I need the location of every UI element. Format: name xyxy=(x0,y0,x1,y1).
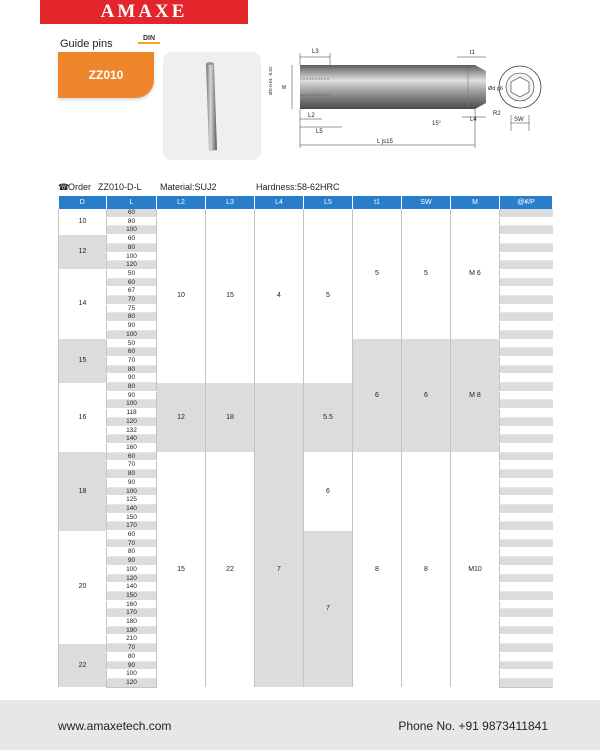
cell-price xyxy=(500,618,553,627)
cell-price xyxy=(500,652,553,661)
cell-price xyxy=(500,278,553,287)
cell-l: 120 xyxy=(107,574,157,583)
cell-l: 90 xyxy=(107,322,157,331)
cell-price xyxy=(500,600,553,609)
cell-l: 80 xyxy=(107,217,157,226)
cell-l3: 15 xyxy=(206,209,255,383)
cell-l: 120 xyxy=(107,261,157,270)
cell-price xyxy=(500,539,553,548)
cell-price xyxy=(500,496,553,505)
cell-l: 60 xyxy=(107,235,157,244)
cell-l: 170 xyxy=(107,609,157,618)
cell-price xyxy=(500,452,553,461)
cell-l5: 5.5 xyxy=(304,383,353,453)
dim-label-m: M xyxy=(282,85,287,91)
cell-l: 190 xyxy=(107,626,157,635)
cell-m: M 8 xyxy=(451,339,500,452)
cell-l: 70 xyxy=(107,644,157,653)
cell-price xyxy=(500,348,553,357)
cell-price xyxy=(500,670,553,679)
cell-l: 132 xyxy=(107,426,157,435)
cell-l: 125 xyxy=(107,496,157,505)
cell-l: 100 xyxy=(107,330,157,339)
cell-l: 90 xyxy=(107,391,157,400)
cell-m: M10 xyxy=(451,452,500,687)
table-row xyxy=(59,209,553,217)
cell-l: 60 xyxy=(107,348,157,357)
section-title: Guide pins xyxy=(60,38,113,50)
cell-price xyxy=(500,217,553,226)
cell-l: 75 xyxy=(107,304,157,313)
cell-price xyxy=(500,565,553,574)
table-row xyxy=(59,452,553,461)
cell-l2: 10 xyxy=(157,209,206,383)
cell-price xyxy=(500,487,553,496)
cell-price xyxy=(500,235,553,244)
cell-price xyxy=(500,504,553,513)
cell-price xyxy=(500,478,553,487)
cell-l: 80 xyxy=(107,365,157,374)
cell-l: 80 xyxy=(107,383,157,392)
standard-badge: DIN xyxy=(138,34,160,44)
order-label: Order xyxy=(68,182,92,192)
cell-price xyxy=(500,391,553,400)
cell-l: 100 xyxy=(107,400,157,409)
cell-d: 15 xyxy=(59,339,107,383)
cell-price xyxy=(500,226,553,235)
cell-price xyxy=(500,661,553,670)
cell-l: 100 xyxy=(107,252,157,261)
cell-t1: 5 xyxy=(353,209,402,339)
dim-label-r2: R2 xyxy=(493,111,501,117)
cell-d: 18 xyxy=(59,452,107,530)
dim-label-dg6: Ød g6 xyxy=(488,86,503,92)
spec-table xyxy=(58,196,553,688)
technical-drawing xyxy=(262,45,562,155)
cell-l: 100 xyxy=(107,670,157,679)
cell-price xyxy=(500,209,553,217)
cell-l3: 18 xyxy=(206,383,255,453)
dim-label-l: L js15 xyxy=(377,139,393,145)
cell-sw: 6 xyxy=(402,339,451,452)
cell-t1: 6 xyxy=(353,339,402,452)
cell-price xyxy=(500,574,553,583)
cell-price xyxy=(500,417,553,426)
cell-l: 60 xyxy=(107,209,157,217)
cell-l3: 22 xyxy=(206,452,255,687)
cell-l: 80 xyxy=(107,243,157,252)
cell-d: 20 xyxy=(59,531,107,644)
dim-label-angle: 15° xyxy=(432,121,442,127)
cell-price xyxy=(500,243,553,252)
cell-l5: 7 xyxy=(304,531,353,688)
cell-price xyxy=(500,557,553,566)
cell-price xyxy=(500,513,553,522)
cell-d: 16 xyxy=(59,383,107,453)
cell-price xyxy=(500,531,553,540)
guide-pin-photo-icon xyxy=(163,52,261,160)
cell-price xyxy=(500,443,553,452)
cell-t1: 8 xyxy=(353,452,402,687)
cell-l: 70 xyxy=(107,356,157,365)
order-code: ZZ010-D-L xyxy=(98,182,142,192)
brand-logo-bar xyxy=(40,0,248,24)
cell-l: 120 xyxy=(107,417,157,426)
header-m: M xyxy=(451,196,500,209)
cell-price xyxy=(500,252,553,261)
dim-label-d-tol: ØD-0.01 -0.02 xyxy=(268,66,273,95)
dim-label-l4: L4 xyxy=(470,117,477,123)
cell-price xyxy=(500,400,553,409)
footer-website[interactable]: www.amaxetech.com xyxy=(58,719,172,733)
cell-l: 118 xyxy=(107,409,157,418)
cell-l: 100 xyxy=(107,487,157,496)
cell-l: 50 xyxy=(107,269,157,278)
cell-l4: 7 xyxy=(255,452,304,687)
cell-l: 140 xyxy=(107,504,157,513)
cell-l: 150 xyxy=(107,591,157,600)
footer xyxy=(0,700,600,750)
cell-sw: 8 xyxy=(402,452,451,687)
cell-price xyxy=(500,322,553,331)
product-code: ZZ010 xyxy=(88,68,124,82)
cell-l: 80 xyxy=(107,470,157,479)
cell-price xyxy=(500,591,553,600)
cell-price xyxy=(500,470,553,479)
cell-l: 90 xyxy=(107,478,157,487)
product-code-tab xyxy=(58,52,154,98)
cell-price xyxy=(500,548,553,557)
header-l3: L3 xyxy=(206,196,255,209)
table-body xyxy=(59,209,553,687)
header-sw: SW xyxy=(402,196,451,209)
cell-l: 60 xyxy=(107,278,157,287)
cell-l: 180 xyxy=(107,618,157,627)
cell-l: 100 xyxy=(107,226,157,235)
cell-sw: 5 xyxy=(402,209,451,339)
footer-phone: Phone No. +91 9873411841 xyxy=(398,719,548,733)
cell-price xyxy=(500,374,553,383)
cell-price xyxy=(500,383,553,392)
cell-price xyxy=(500,609,553,618)
header-l2: L2 xyxy=(157,196,206,209)
cell-l: 100 xyxy=(107,565,157,574)
dim-label-l3: L3 xyxy=(312,49,319,55)
cell-l: 140 xyxy=(107,435,157,444)
dim-label-l2: L2 xyxy=(308,113,315,119)
header-l: L xyxy=(107,196,157,209)
cell-price xyxy=(500,435,553,444)
cell-l: 210 xyxy=(107,635,157,644)
guide-pin-drawing-icon xyxy=(262,45,562,155)
cell-price xyxy=(500,426,553,435)
cell-l: 80 xyxy=(107,652,157,661)
cell-l: 90 xyxy=(107,661,157,670)
cell-price xyxy=(500,296,553,305)
cell-l: 70 xyxy=(107,461,157,470)
brand-logo-text: AMAXE xyxy=(100,1,188,22)
cell-l5: 5 xyxy=(304,209,353,383)
cell-l4: 4 xyxy=(255,209,304,383)
cell-l4 xyxy=(255,383,304,453)
cell-price xyxy=(500,269,553,278)
cell-l: 160 xyxy=(107,443,157,452)
order-hardness: Hardness:58-62HRC xyxy=(256,182,340,192)
cell-d: 10 xyxy=(59,209,107,235)
cell-price xyxy=(500,583,553,592)
header-t1: t1 xyxy=(353,196,402,209)
cell-l: 140 xyxy=(107,583,157,592)
cell-price xyxy=(500,522,553,531)
header-price: @¥/P xyxy=(500,196,553,209)
cell-l: 70 xyxy=(107,539,157,548)
phone-order-icon: ☎ xyxy=(58,182,70,192)
cell-l2: 15 xyxy=(157,452,206,687)
cell-d: 22 xyxy=(59,644,107,688)
cell-price xyxy=(500,356,553,365)
cell-l: 150 xyxy=(107,513,157,522)
cell-l: 80 xyxy=(107,548,157,557)
cell-l: 70 xyxy=(107,296,157,305)
order-material: Material:SUJ2 xyxy=(160,182,217,192)
cell-l5: 6 xyxy=(304,452,353,530)
cell-price xyxy=(500,365,553,374)
cell-price xyxy=(500,339,553,348)
dim-label-t1: t1 xyxy=(470,50,476,56)
cell-l: 50 xyxy=(107,339,157,348)
cell-l: 60 xyxy=(107,452,157,461)
cell-price xyxy=(500,409,553,418)
cell-l: 80 xyxy=(107,313,157,322)
header-l4: L4 xyxy=(255,196,304,209)
cell-l: 120 xyxy=(107,678,157,687)
cell-m: M 6 xyxy=(451,209,500,339)
cell-l: 160 xyxy=(107,600,157,609)
dim-label-sw: SW xyxy=(514,117,524,123)
cell-price xyxy=(500,461,553,470)
cell-l: 90 xyxy=(107,557,157,566)
header-d: D xyxy=(59,196,107,209)
table-header-row xyxy=(59,196,553,209)
cell-l2: 12 xyxy=(157,383,206,453)
cell-price xyxy=(500,635,553,644)
cell-price xyxy=(500,330,553,339)
cell-price xyxy=(500,626,553,635)
cell-price xyxy=(500,287,553,296)
dim-label-l5: L5 xyxy=(316,129,323,135)
cell-price xyxy=(500,644,553,653)
cell-price xyxy=(500,304,553,313)
cell-l: 90 xyxy=(107,374,157,383)
cell-price xyxy=(500,261,553,270)
cell-price xyxy=(500,678,553,687)
cell-l: 60 xyxy=(107,531,157,540)
header-l5: L5 xyxy=(304,196,353,209)
cell-l: 67 xyxy=(107,287,157,296)
cell-l: 170 xyxy=(107,522,157,531)
cell-d: 14 xyxy=(59,269,107,339)
cell-price xyxy=(500,313,553,322)
cell-d: 12 xyxy=(59,235,107,270)
product-photo xyxy=(163,52,261,160)
